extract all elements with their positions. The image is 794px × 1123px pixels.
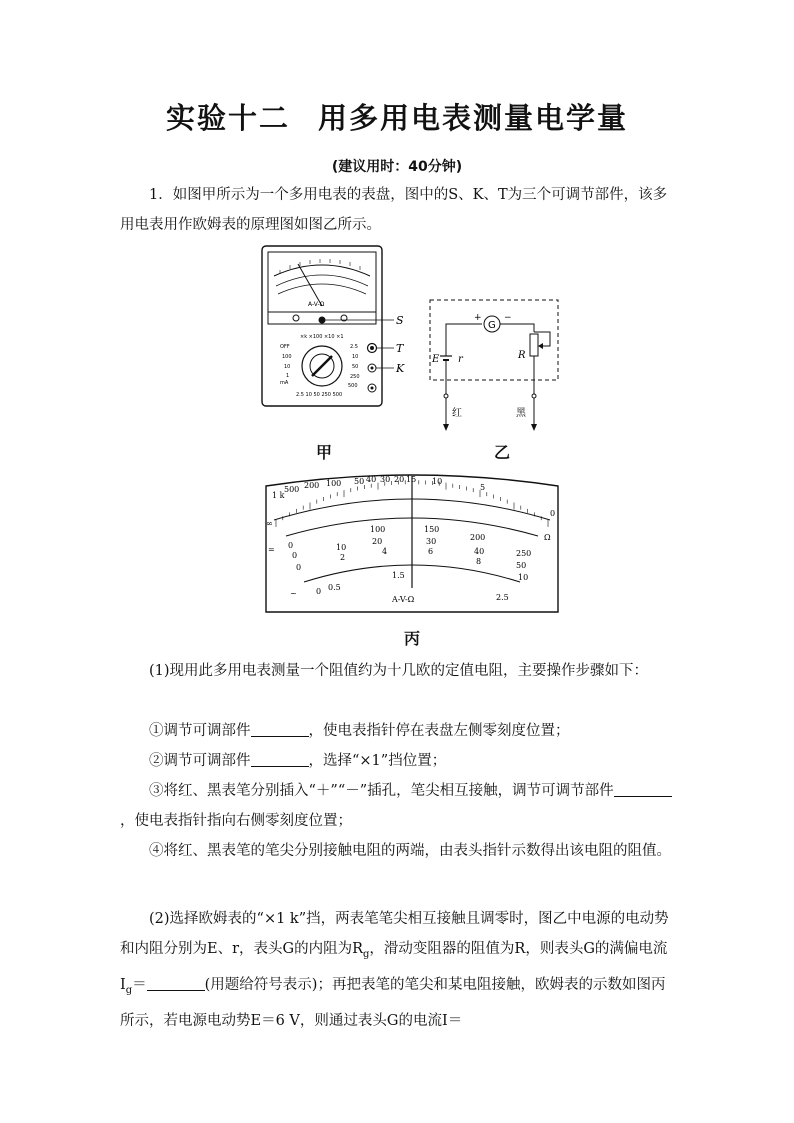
bing-dc-top-0: 0 bbox=[288, 541, 294, 550]
bing-ohm-4: 50 bbox=[354, 477, 365, 486]
page-title: 实验十二 用多用电表测量电学量 bbox=[165, 101, 629, 135]
blank-2 bbox=[251, 750, 309, 767]
bing-dc-top-3: 150 bbox=[424, 525, 440, 534]
bing-dc-low-1: 2 bbox=[340, 553, 346, 562]
jia-knob-left-4: mA bbox=[280, 380, 289, 386]
bing-dc-mid-2: 20 bbox=[372, 537, 383, 546]
figure-jia-multimeter bbox=[258, 244, 418, 412]
bing-dc-top-5: 250 bbox=[516, 549, 532, 558]
bing-ohm-7: 20 bbox=[394, 475, 405, 484]
jia-knob-left-0: OFF bbox=[280, 344, 290, 350]
step-3: ③将红、黑表笔分别插入“＋”“－”插孔，笔尖相互接触，调节可调节部件，使电表指针指向右侧零刻度位置； bbox=[120, 776, 676, 836]
jia-knob-right-4: 500 bbox=[348, 383, 358, 389]
label-t: T bbox=[396, 342, 404, 355]
bing-ohm-2: 200 bbox=[304, 481, 320, 490]
black-lead-label: 黑 bbox=[516, 408, 526, 419]
bing-omega: Ω bbox=[544, 533, 551, 542]
bing-dc-top-2: 100 bbox=[370, 525, 386, 534]
bing-dc-mid-0: 0 bbox=[292, 551, 298, 560]
blank-1 bbox=[251, 720, 309, 737]
bing-ohm-11: 0 bbox=[550, 509, 556, 518]
bing-unit: A-V-Ω bbox=[392, 595, 415, 604]
r-label: r bbox=[458, 354, 463, 365]
jia-knob-top: ×k ×100 ×10 ×1 bbox=[300, 334, 344, 340]
bing-ohm-9: 10 bbox=[432, 477, 443, 486]
caption-jia: 甲 bbox=[316, 443, 333, 462]
bing-ac-0: 0 bbox=[316, 587, 322, 596]
e-label: E bbox=[432, 354, 440, 365]
bing-dc-sym: = bbox=[268, 545, 275, 554]
figure-bing-scale bbox=[264, 470, 560, 616]
bing-dc-low-2: 4 bbox=[382, 547, 388, 556]
bing-ohm-3: 100 bbox=[326, 479, 342, 488]
bing-inf: ∞ bbox=[266, 519, 273, 528]
jia-knob-right-1: 10 bbox=[352, 354, 359, 360]
blank-3 bbox=[614, 780, 672, 797]
bing-dc-low-4: 8 bbox=[476, 557, 482, 566]
bing-ohm-8: 15 bbox=[406, 475, 417, 484]
bing-dc-mid-4: 40 bbox=[474, 547, 485, 556]
question-1-part-1-intro: (1)现用此多用电表测量一个阻值约为十几欧的定值电阻，主要操作步骤如下： bbox=[149, 663, 649, 679]
blank-4 bbox=[147, 974, 205, 991]
jia-knob-right-3: 250 bbox=[350, 374, 360, 380]
g-label: G bbox=[488, 320, 496, 331]
plus-label: + bbox=[474, 313, 482, 323]
caption-bing: 丙 bbox=[404, 629, 421, 648]
step-4: ④将红、黑表笔的笔尖分别接触电阻的两端，由表头指针示数得出该电阻的阻值。 bbox=[149, 843, 671, 859]
rheostat-label: R bbox=[518, 350, 526, 361]
question-1-intro: 1．如图甲所示为一个多用电表的表盘，图中的S、K、T为三个可调节部件，该多用电表用作欧姆表的原理图如图乙所示。 bbox=[120, 187, 668, 233]
jia-knob-bottom: 2.5 10 50 250 500 bbox=[296, 392, 343, 398]
question-1-part-2: (2)选择欧姆表的“×1 k”挡，两表笔笔尖相互接触且调零时，图乙中电源的电动势和内阻分别为E、r，表头G的内阻为$R_g$，滑动变阻器的阻值为R，则表头G的满偏电流$I_g=$ (用题给符号表示)；再把表笔的笔尖和某电阻接触，欧姆表的示数如图丙所示，若电源电动势E＝6 V，则通过表头G的电流I＝ bbox=[120, 911, 669, 1029]
bing-dc-mid-5: 50 bbox=[516, 561, 527, 570]
bing-ac-sym: ~ bbox=[290, 589, 297, 598]
label-s: S bbox=[396, 314, 404, 327]
caption-yi: 乙 bbox=[494, 443, 511, 462]
jia-knob-left-1: 100 bbox=[282, 354, 292, 360]
subtitle: (建议用时：40分钟) bbox=[331, 159, 463, 175]
bing-ohm-10: 5 bbox=[480, 483, 486, 492]
bing-ohm-5: 40 bbox=[366, 475, 377, 484]
bing-dc-low-5: 10 bbox=[518, 573, 529, 582]
bing-ohm-6: 30 bbox=[380, 475, 391, 484]
bing-dc-mid-3: 30 bbox=[426, 537, 437, 546]
figure-yi-circuit bbox=[426, 296, 566, 432]
bing-ohm-1: 500 bbox=[284, 485, 300, 494]
bing-ohm-0: 1 k bbox=[272, 491, 285, 500]
jia-knob-right-0: 2.5 bbox=[350, 344, 358, 350]
jia-knob-left-3: 1 bbox=[286, 373, 290, 379]
bing-ac-5: 2.5 bbox=[496, 593, 509, 602]
bing-dc-low-0: 0 bbox=[296, 563, 302, 572]
bing-dc-low-3: 6 bbox=[428, 547, 434, 556]
minus-label: − bbox=[504, 313, 512, 323]
bing-dc-top-4: 200 bbox=[470, 533, 486, 542]
jia-knob-left-2: 10 bbox=[284, 364, 291, 370]
red-lead-label: 红 bbox=[452, 408, 462, 419]
step-2: ②调节可调部件 ，选择“×1”挡位置； bbox=[120, 746, 676, 776]
bing-ac-1: 0.5 bbox=[328, 583, 341, 592]
jia-knob-right-2: 50 bbox=[352, 364, 359, 370]
step-1: ①调节可调部件 ，使电表指针停在表盘左侧零刻度位置； bbox=[120, 716, 676, 746]
jia-scale-text: A-V-Ω bbox=[308, 301, 325, 308]
label-k: K bbox=[396, 362, 405, 375]
bing-ac-3: 1.5 bbox=[392, 571, 405, 580]
bing-dc-mid-1: 10 bbox=[336, 543, 347, 552]
